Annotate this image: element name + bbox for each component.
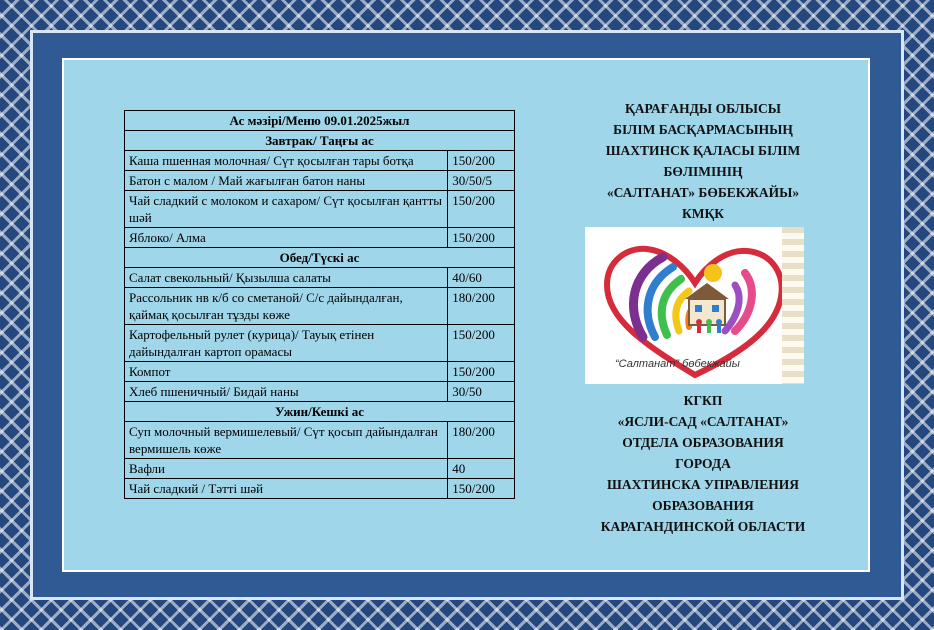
- menu-item-row: [125, 151, 515, 171]
- menu-item-portion: 150/200: [448, 479, 515, 499]
- org-kz-line: ШАХТИНСК ҚАЛАСЫ БІЛІМ: [605, 143, 801, 158]
- menu-item-portion: 40: [448, 459, 515, 479]
- menu-item-name: Батон с малом / Май жағылған батон наны: [125, 171, 448, 191]
- menu-item-portion: 180/200: [448, 422, 515, 459]
- menu-item-row: [125, 459, 515, 479]
- menu-item-name: Чай сладкий / Тәтті шәй: [125, 479, 448, 499]
- org-ru-line: ОБРАЗОВАНИЯ: [652, 498, 754, 513]
- org-kz-line: БӨЛІМІНІҢ: [663, 164, 743, 179]
- menu-item-name: Картофельный рулет (курица)/ Тауық етінен дайындалған картоп орамасы: [125, 325, 448, 362]
- menu-item-row: [125, 325, 515, 362]
- org-ru-line: ГОРОДА: [675, 456, 731, 471]
- menu-item-row: [125, 191, 515, 228]
- menu-item-row: [125, 479, 515, 499]
- organization-name-kazakh: [573, 98, 833, 224]
- org-ru-line: ОТДЕЛА ОБРАЗОВАНИЯ: [622, 435, 784, 450]
- menu-title: Ас мәзірі/Меню 09.01.2025жыл: [125, 111, 515, 131]
- menu-item-row: [125, 171, 515, 191]
- menu-item-row: [125, 382, 515, 402]
- menu-item-row: [125, 228, 515, 248]
- menu-item-row: [125, 362, 515, 382]
- menu-section-title: Обед/Түскі ас: [125, 248, 515, 268]
- org-kz-line: ҚАРАҒАНДЫ ОБЛЫСЫ: [625, 101, 781, 116]
- logo-caption: “Салтанат” бөбекжайы: [615, 358, 740, 370]
- menu-item-portion: 30/50/5: [448, 171, 515, 191]
- kindergarten-logo: [585, 227, 804, 384]
- menu-item-name: Компот: [125, 362, 448, 382]
- menu-section-title: Ужин/Кешкі ас: [125, 402, 515, 422]
- org-ru-line: КГКП: [683, 393, 723, 408]
- menu-item-name: Каша пшенная молочная/ Сүт қосылған тары ботқа: [125, 151, 448, 171]
- org-ru-line: «ЯСЛИ-САД «САЛТАНАТ»: [617, 414, 789, 429]
- menu-item-name: Рассольник нв к/б со сметаной/ С/с дайындалған, қаймақ қосылған тұзды көже: [125, 288, 448, 325]
- menu-item-name: Хлеб пшеничный/ Бидай наны: [125, 382, 448, 402]
- org-kz-line: КМҚК: [681, 206, 725, 221]
- org-kz-line: БІЛІМ БАСҚАРМАСЫНЫҢ: [613, 122, 793, 137]
- menu-item-portion: 30/50: [448, 382, 515, 402]
- org-ru-line: КАРАГАНДИНСКОЙ ОБЛАСТИ: [600, 519, 806, 534]
- menu-item-name: Салат свекольный/ Қызылша салаты: [125, 268, 448, 288]
- org-ru-line: ШАХТИНСКА УПРАВЛЕНИЯ: [607, 477, 799, 492]
- menu-section-header: [125, 248, 515, 268]
- menu-item-portion: 150/200: [448, 228, 515, 248]
- menu-item-name: Вафли: [125, 459, 448, 479]
- menu-section-header: [125, 131, 515, 151]
- menu-item-portion: 150/200: [448, 191, 515, 228]
- menu-item-row: [125, 422, 515, 459]
- menu-item-portion: 180/200: [448, 288, 515, 325]
- menu-table: [124, 110, 515, 499]
- menu-section-title: Завтрак/ Таңғы ас: [125, 131, 515, 151]
- menu-item-name: Яблоко/ Алма: [125, 228, 448, 248]
- menu-item-row: [125, 288, 515, 325]
- menu-item-portion: 150/200: [448, 325, 515, 362]
- menu-item-row: [125, 268, 515, 288]
- menu-section-header: [125, 402, 515, 422]
- menu-item-portion: 40/60: [448, 268, 515, 288]
- organization-name-russian: [573, 390, 833, 537]
- menu-title-row: [125, 111, 515, 131]
- logo-ornament-strip: [782, 227, 804, 384]
- org-kz-line: «САЛТАНАТ» БӨБЕКЖАЙЫ»: [606, 185, 800, 200]
- menu-item-name: Чай сладкий с молоком и сахаром/ Сүт қосылған қантты шәй: [125, 191, 448, 228]
- menu-item-name: Суп молочный вермишелевый/ Сүт қосып дайындалған вермишель көже: [125, 422, 448, 459]
- menu-item-portion: 150/200: [448, 151, 515, 171]
- menu-item-portion: 150/200: [448, 362, 515, 382]
